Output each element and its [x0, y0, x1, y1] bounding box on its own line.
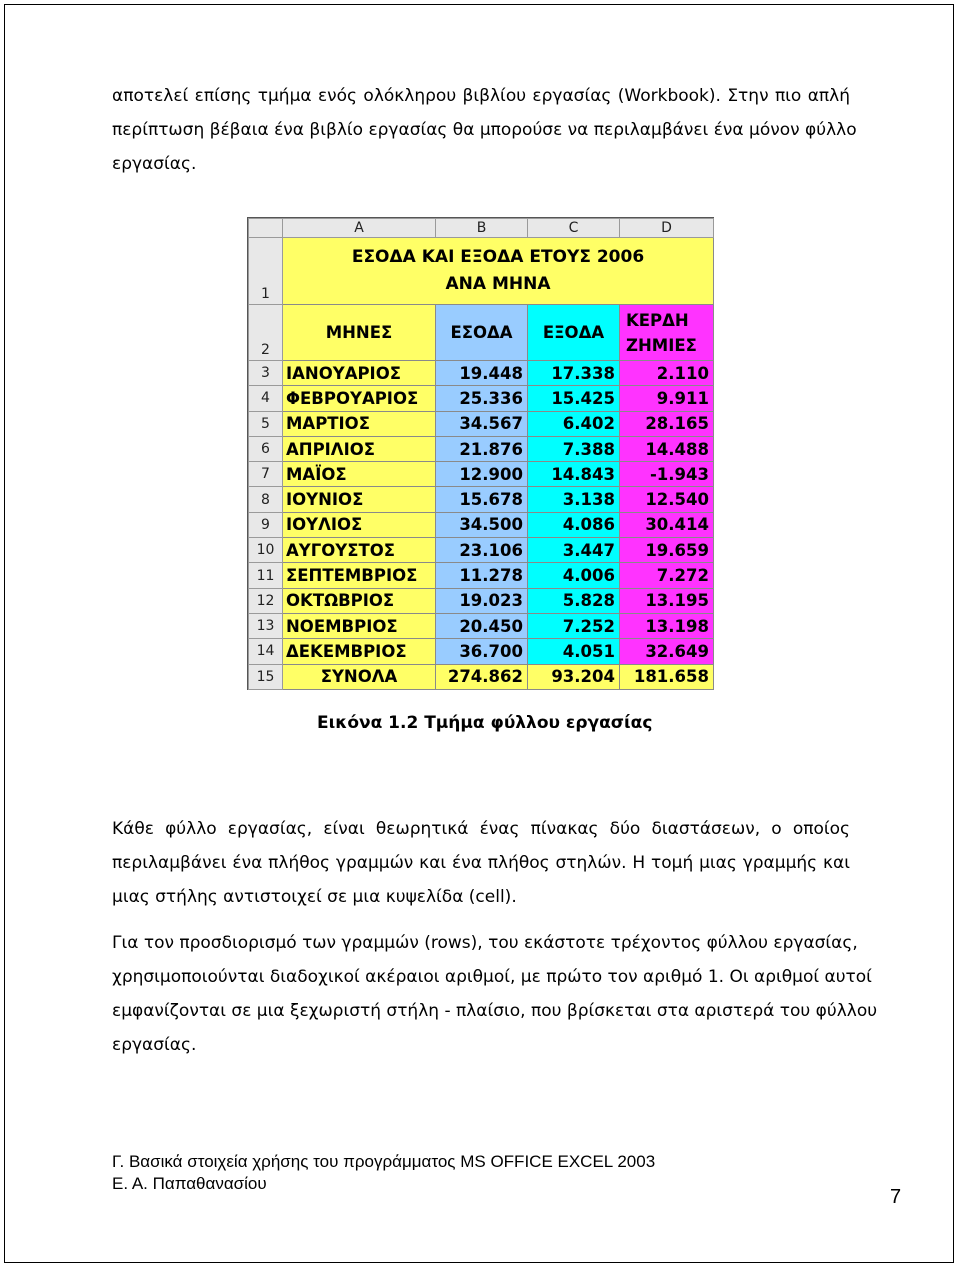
- table-row: [249, 639, 714, 664]
- worksheet-grid: [248, 218, 714, 690]
- row-header[interactable]: 4: [249, 386, 283, 411]
- profit-cell[interactable]: 32.649: [620, 639, 714, 664]
- month-cell[interactable]: ΜΑΡΤΙΟΣ: [283, 411, 436, 436]
- paragraph-sheet-definition: [112, 812, 850, 914]
- income-cell[interactable]: 23.106: [436, 538, 528, 563]
- expenses-cell[interactable]: 14.843: [528, 462, 620, 487]
- income-cell[interactable]: 19.023: [436, 588, 528, 613]
- month-cell[interactable]: ΙΑΝΟΥΑΡΙΟΣ: [283, 361, 436, 386]
- profit-cell[interactable]: 30.414: [620, 512, 714, 537]
- month-cell[interactable]: ΔΕΚΕΜΒΡΙΟΣ: [283, 639, 436, 664]
- row-header[interactable]: 12: [249, 588, 283, 613]
- row-header[interactable]: 15: [249, 664, 283, 689]
- footer-title: Γ. Βασικά στοιχεία χρήσης του προγράμματος MS OFFICE EXCEL 2003: [112, 1152, 656, 1171]
- page-footer: [112, 1151, 655, 1195]
- table-row: [249, 538, 714, 563]
- expenses-cell[interactable]: 4.086: [528, 512, 620, 537]
- text-line: περιλαμβάνει ένα πλήθος γραμμών και ένα πλήθος στηλών. Η τομή μιας γραμμής και: [112, 853, 850, 873]
- table-row: [249, 487, 714, 512]
- total-label-cell[interactable]: ΣΥΝΟΛΑ: [283, 664, 436, 689]
- table-row: [249, 386, 714, 411]
- text-line: μιας στήλης αντιστοιχεί σε μια κυψελίδα (cell).: [112, 887, 517, 907]
- text-line: περίπτωση βέβαια ένα βιβλίο εργασίας θα μπορούσε να περιλαμβάνει ένα μόνον φύλλο: [112, 120, 857, 140]
- total-profit-cell[interactable]: 181.658: [620, 664, 714, 689]
- header-cell-income[interactable]: ΕΣΟΔΑ: [436, 305, 528, 361]
- income-cell[interactable]: 11.278: [436, 563, 528, 588]
- column-header-c[interactable]: C: [528, 219, 620, 238]
- text-line: Για τον προσδιορισμό των γραμμών (rows), του εκάστοτε τρέχοντος φύλλου εργασίας,: [112, 933, 858, 953]
- row-header[interactable]: 7: [249, 462, 283, 487]
- expenses-cell[interactable]: 3.138: [528, 487, 620, 512]
- expenses-cell[interactable]: 5.828: [528, 588, 620, 613]
- month-cell[interactable]: ΙΟΥΛΙΟΣ: [283, 512, 436, 537]
- month-cell[interactable]: ΑΠΡΙΛΙΟΣ: [283, 436, 436, 461]
- expenses-cell[interactable]: 15.425: [528, 386, 620, 411]
- text-line: εργασίας.: [112, 1035, 197, 1055]
- row-header[interactable]: 6: [249, 436, 283, 461]
- table-row: [249, 361, 714, 386]
- expenses-cell[interactable]: 6.402: [528, 411, 620, 436]
- profit-cell[interactable]: 2.110: [620, 361, 714, 386]
- row-header[interactable]: 3: [249, 361, 283, 386]
- header-cell-month[interactable]: ΜΗΝΕΣ: [283, 305, 436, 361]
- profit-cell[interactable]: 13.198: [620, 613, 714, 638]
- row-header[interactable]: 14: [249, 639, 283, 664]
- header-cell-expenses[interactable]: ΕΞΟΔΑ: [528, 305, 620, 361]
- text-line: εργασίας.: [112, 154, 197, 174]
- header-cell-profit[interactable]: [620, 305, 714, 361]
- income-cell[interactable]: 25.336: [436, 386, 528, 411]
- profit-cell[interactable]: 13.195: [620, 588, 714, 613]
- header-line: ΖΗΜΙΕΣ: [626, 335, 697, 355]
- column-header-d[interactable]: D: [620, 219, 714, 238]
- footer-author: Ε. Α. Παπαθανασίου: [112, 1174, 267, 1193]
- sheet-title-cell[interactable]: [283, 238, 714, 305]
- profit-cell[interactable]: 7.272: [620, 563, 714, 588]
- month-cell[interactable]: ΙΟΥΝΙΟΣ: [283, 487, 436, 512]
- profit-cell[interactable]: 12.540: [620, 487, 714, 512]
- income-cell[interactable]: 19.448: [436, 361, 528, 386]
- expenses-cell[interactable]: 4.051: [528, 639, 620, 664]
- table-row: [249, 563, 714, 588]
- row-header[interactable]: 11: [249, 563, 283, 588]
- row-header[interactable]: 13: [249, 613, 283, 638]
- sheet-title-line: ΕΣΟΔΑ ΚΑΙ ΕΞΟΔΑ ΕΤΟΥΣ 2006: [351, 247, 645, 267]
- income-cell[interactable]: 34.567: [436, 411, 528, 436]
- total-income-cell[interactable]: 274.862: [436, 664, 528, 689]
- expenses-cell[interactable]: 7.388: [528, 436, 620, 461]
- column-header-a[interactable]: A: [283, 219, 436, 238]
- month-cell[interactable]: ΦΕΒΡΟΥΑΡΙΟΣ: [283, 386, 436, 411]
- expenses-cell[interactable]: 17.338: [528, 361, 620, 386]
- header-line: ΚΕΡΔΗ: [626, 310, 689, 330]
- table-row: [249, 411, 714, 436]
- income-cell[interactable]: 20.450: [436, 613, 528, 638]
- text-line: αποτελεί επίσης τμήμα ενός ολόκληρου βιβλίου εργασίας (Workbook). Στην πιο απλή: [112, 86, 850, 106]
- income-cell[interactable]: 21.876: [436, 436, 528, 461]
- expenses-cell[interactable]: 3.447: [528, 538, 620, 563]
- profit-cell[interactable]: 9.911: [620, 386, 714, 411]
- income-cell[interactable]: 36.700: [436, 639, 528, 664]
- table-row: [249, 462, 714, 487]
- paragraph-workbook-intro: [112, 79, 857, 181]
- spreadsheet-figure: [247, 217, 714, 690]
- row-header[interactable]: 2: [249, 305, 283, 361]
- page-number: 7: [890, 1186, 902, 1208]
- select-all-corner[interactable]: [249, 219, 283, 238]
- row-header[interactable]: 5: [249, 411, 283, 436]
- month-cell[interactable]: ΝΟΕΜΒΡΙΟΣ: [283, 613, 436, 638]
- profit-cell[interactable]: 19.659: [620, 538, 714, 563]
- row-header[interactable]: 8: [249, 487, 283, 512]
- profit-cell[interactable]: -1.943: [620, 462, 714, 487]
- month-cell[interactable]: ΣΕΠΤΕΜΒΡΙΟΣ: [283, 563, 436, 588]
- month-cell[interactable]: ΑΥΓΟΥΣΤΟΣ: [283, 538, 436, 563]
- row-header[interactable]: 10: [249, 538, 283, 563]
- table-row: [249, 436, 714, 461]
- row-header[interactable]: 9: [249, 512, 283, 537]
- sheet-title-line: ΑΝΑ ΜΗΝΑ: [445, 274, 551, 294]
- profit-cell[interactable]: 14.488: [620, 436, 714, 461]
- text-line: Κάθε φύλλο εργασίας, είναι θεωρητικά ένας πίνακας δύο διαστάσεων, ο οποίος: [112, 819, 850, 839]
- row-header[interactable]: 1: [249, 238, 283, 305]
- profit-cell[interactable]: 28.165: [620, 411, 714, 436]
- figure-caption: Εικόνα 1.2 Τμήμα φύλλου εργασίας: [317, 713, 653, 733]
- text-line: εμφανίζονται σε μια ξεχωριστή στήλη - πλαίσιο, που βρίσκεται στα αριστερά του φύλλου: [112, 1001, 878, 1021]
- table-row: [249, 512, 714, 537]
- total-expenses-cell[interactable]: 93.204: [528, 664, 620, 689]
- column-header-b[interactable]: B: [436, 219, 528, 238]
- income-cell[interactable]: 34.500: [436, 512, 528, 537]
- income-cell[interactable]: 12.900: [436, 462, 528, 487]
- expenses-cell[interactable]: 4.006: [528, 563, 620, 588]
- text-line: χρησιμοποιούνται διαδοχικοί ακέραιοι αριθμοί, με πρώτο τον αριθμό 1. Οι αριθμοί αυτοί: [112, 967, 872, 987]
- month-cell[interactable]: ΟΚΤΩΒΡΙΟΣ: [283, 588, 436, 613]
- income-cell[interactable]: 15.678: [436, 487, 528, 512]
- paragraph-row-numbering: [112, 926, 878, 1062]
- table-row: [249, 588, 714, 613]
- table-row: [249, 613, 714, 638]
- month-cell[interactable]: ΜΑΪΟΣ: [283, 462, 436, 487]
- expenses-cell[interactable]: 7.252: [528, 613, 620, 638]
